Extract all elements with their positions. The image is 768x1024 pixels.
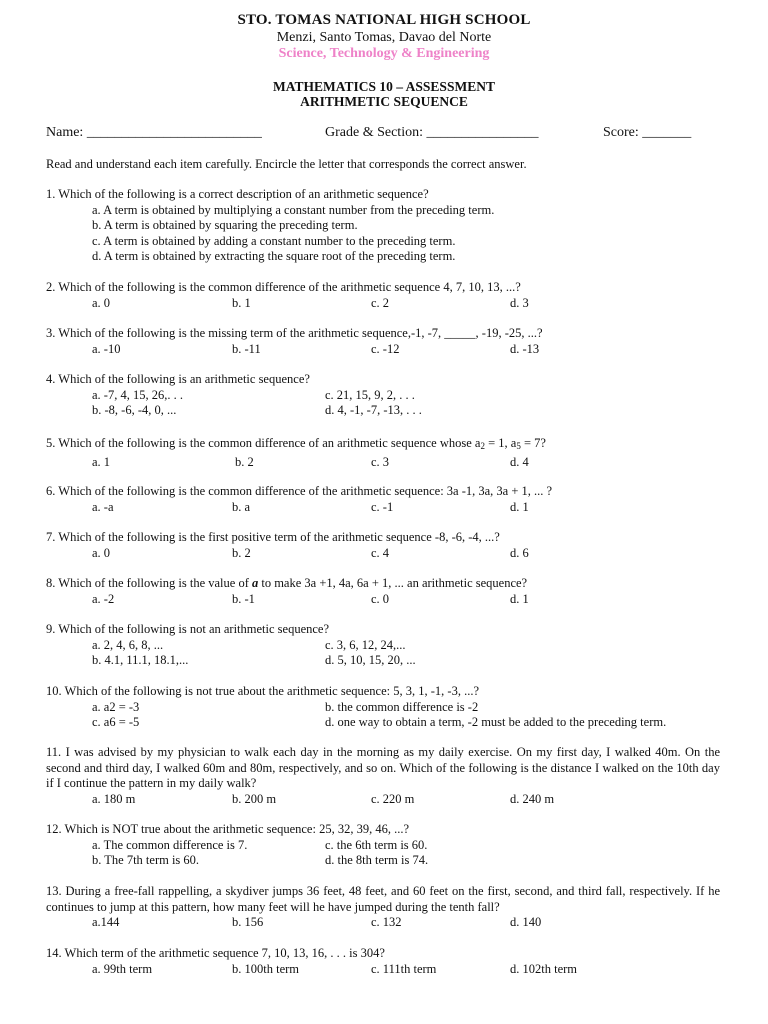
option-c[interactable]: c. 111th term: [371, 961, 437, 976]
option-a[interactable]: a. 0: [92, 545, 111, 560]
question-stem: 9. Which of the following is not an arithmetic sequence?: [46, 622, 330, 636]
question-stem: 14. Which term of the arithmetic sequence 7, 10, 13, 16, . . . is 304?: [46, 946, 385, 960]
option-d[interactable]: d. -13: [510, 341, 540, 356]
option-d[interactable]: d. 102th term: [510, 961, 578, 976]
school-name: STO. TOMAS NATIONAL HIGH SCHOOL: [237, 12, 531, 28]
question-stem: 7. Which of the following is the first positive term of the arithmetic sequence -8, -6, -4, ...?: [46, 530, 500, 544]
option-a[interactable]: a. 180 m: [92, 791, 136, 806]
name-field[interactable]: Name: _________________________: [46, 125, 262, 140]
question-2: [46, 280, 529, 311]
question-6: [46, 484, 552, 515]
question-stem: 5. Which of the following is the common difference of an arithmetic sequence whose $a_2 = 1$, $a_5 = 7$?: [46, 436, 546, 451]
option-c[interactable]: c. 0: [371, 591, 390, 606]
option-a[interactable]: a. 1: [92, 454, 111, 469]
option-c[interactable]: c. 3, 6, 12, 24,...: [325, 637, 406, 652]
grade-section-field[interactable]: Grade & Section: ________________: [325, 125, 539, 140]
question-stem: 3. Which of the following is the missing term of the arithmetic sequence,-1, -7, _____, -19, -25, ...?: [46, 326, 543, 340]
option-a[interactable]: a. a2 = -3: [92, 699, 140, 714]
question-stem: 2. Which of the following is the common difference of the arithmetic sequence 4, 7, 10, 13, ...?: [46, 280, 521, 294]
instructions: Read and understand each item carefully. Encircle the letter that corresponds the correct answer.: [46, 157, 527, 171]
question-stem: 8. Which of the following is the value of a to make 3a +1, 4a, 6a + 1, ... an arithmetic sequence?: [46, 576, 528, 590]
option-a[interactable]: a. -10: [92, 341, 121, 356]
option-b[interactable]: b. 2: [232, 545, 251, 560]
option-c[interactable]: c. 132: [371, 915, 402, 929]
option-c[interactable]: c. -1: [371, 499, 394, 514]
option-d[interactable]: d. A term is obtained by extracting the square root of the preceding term.: [92, 249, 456, 263]
option-c[interactable]: c. the 6th term is 60.: [325, 837, 428, 852]
subject-title: MATHEMATICS 10 – ASSESSMENT: [273, 79, 495, 94]
topic-title: ARITHMETIC SEQUENCE: [300, 94, 468, 109]
option-b[interactable]: b. 156: [232, 915, 264, 929]
question-11: [46, 745, 720, 807]
question-stem: 13. During a free-fall rappelling, a skydiver jumps 36 feet, 48 feet, and 60 feet on the first, second, and third fall, respectively. If he continues to jump at this pattern, how many feet will he have jumped during the tenth fall?: [46, 884, 720, 914]
answer-blank[interactable]: _____: [444, 326, 476, 340]
option-a[interactable]: a. The common difference is 7.: [92, 837, 248, 852]
option-d[interactable]: d. 1: [510, 499, 529, 514]
option-b[interactable]: b. a: [232, 499, 251, 514]
question-stem: 4. Which of the following is an arithmetic sequence?: [46, 372, 310, 386]
school-address: Menzi, Santo Tomas, Davao del Norte: [276, 30, 492, 45]
question-1: [46, 187, 494, 265]
option-c[interactable]: c. 4: [371, 545, 390, 560]
option-a[interactable]: a. 0: [92, 295, 111, 310]
option-c[interactable]: c. 3: [371, 454, 390, 469]
option-d[interactable]: d. 3: [510, 295, 529, 310]
option-c[interactable]: c. a6 = -5: [92, 715, 140, 729]
option-b[interactable]: b. -11: [232, 341, 261, 356]
option-d[interactable]: d. one way to obtain a term, -2 must be added to the preceding term.: [325, 715, 667, 729]
option-a[interactable]: a. -2: [92, 591, 115, 606]
option-c[interactable]: c. 220 m: [371, 791, 415, 806]
question-8: [46, 576, 527, 607]
option-a[interactable]: a. 2, 4, 6, 8, ...: [92, 637, 164, 652]
option-b[interactable]: b. -8, -6, -4, 0, ...: [92, 403, 177, 417]
score-field[interactable]: Score: _______: [603, 125, 692, 140]
question-7: [46, 530, 529, 561]
variable-a: a: [251, 576, 259, 590]
option-c[interactable]: c. A term is obtained by adding a constant number to the preceding term.: [92, 233, 456, 248]
option-d[interactable]: d. 240 m: [510, 791, 555, 806]
option-a[interactable]: a. -a: [92, 499, 114, 514]
option-b[interactable]: b. the common difference is -2: [325, 699, 479, 714]
option-d[interactable]: d. 4: [510, 454, 529, 469]
option-b[interactable]: b. The 7th term is 60.: [92, 853, 200, 867]
option-b[interactable]: b. -1: [232, 591, 255, 606]
option-b[interactable]: b. 2: [235, 454, 254, 469]
question-stem: 6. Which of the following is the common difference of the arithmetic sequence: 3a -1, 3a, 3a + 1, ... ?: [46, 484, 553, 498]
option-a[interactable]: a. 99th term: [92, 961, 153, 976]
question-stem: 1. Which of the following is a correct description of an arithmetic sequence?: [46, 187, 429, 201]
question-stem: 11. I was advised by my physician to walk each day in the morning as my daily exercise. On my first day, I walked 40m. On the second and third day, I walked 60m and 80m, respectively, and so on. Which of the following is the distance I walked on the 10th day if I continue the pattern in my daily walk?: [46, 745, 720, 790]
option-b[interactable]: b. 4.1, 11.1, 18.1,...: [92, 653, 189, 667]
question-stem: 10. Which of the following is not true about the arithmetic sequence: 5, 3, 1, -1, -3, ...?: [46, 684, 479, 698]
option-d[interactable]: d. 5, 10, 15, 20, ...: [325, 653, 416, 667]
option-b[interactable]: b. 100th term: [232, 961, 300, 976]
option-c[interactable]: c. 21, 15, 9, 2, . . .: [325, 387, 415, 402]
option-d[interactable]: d. 6: [510, 545, 529, 560]
question-5: [46, 436, 546, 470]
option-d[interactable]: d. 4, -1, -7, -13, . . .: [325, 403, 422, 417]
question-12: [46, 822, 429, 869]
option-c[interactable]: c. -12: [371, 341, 400, 356]
option-d[interactable]: d. 140: [510, 915, 542, 929]
question-14: [46, 946, 578, 977]
option-a[interactable]: a.144: [92, 915, 120, 929]
question-10: [46, 684, 667, 731]
program-name: Science, Technology & Engineering: [278, 46, 490, 61]
option-a[interactable]: a. A term is obtained by multiplying a constant number from the preceding term.: [92, 202, 495, 217]
option-b[interactable]: b. 200 m: [232, 791, 277, 806]
option-d[interactable]: d. the 8th term is 74.: [325, 853, 429, 867]
question-4: [46, 372, 422, 419]
question-3: [46, 326, 543, 357]
option-a[interactable]: a. -7, 4, 15, 26,. . .: [92, 387, 183, 402]
option-b[interactable]: b. A term is obtained by squaring the preceding term.: [92, 218, 358, 232]
question-13: [46, 884, 720, 931]
question-stem: 12. Which is NOT true about the arithmetic sequence: 25, 32, 39, 46, ...?: [46, 822, 409, 836]
option-d[interactable]: d. 1: [510, 591, 529, 606]
question-9: [46, 622, 416, 669]
option-b[interactable]: b. 1: [232, 295, 251, 310]
option-c[interactable]: c. 2: [371, 295, 390, 310]
